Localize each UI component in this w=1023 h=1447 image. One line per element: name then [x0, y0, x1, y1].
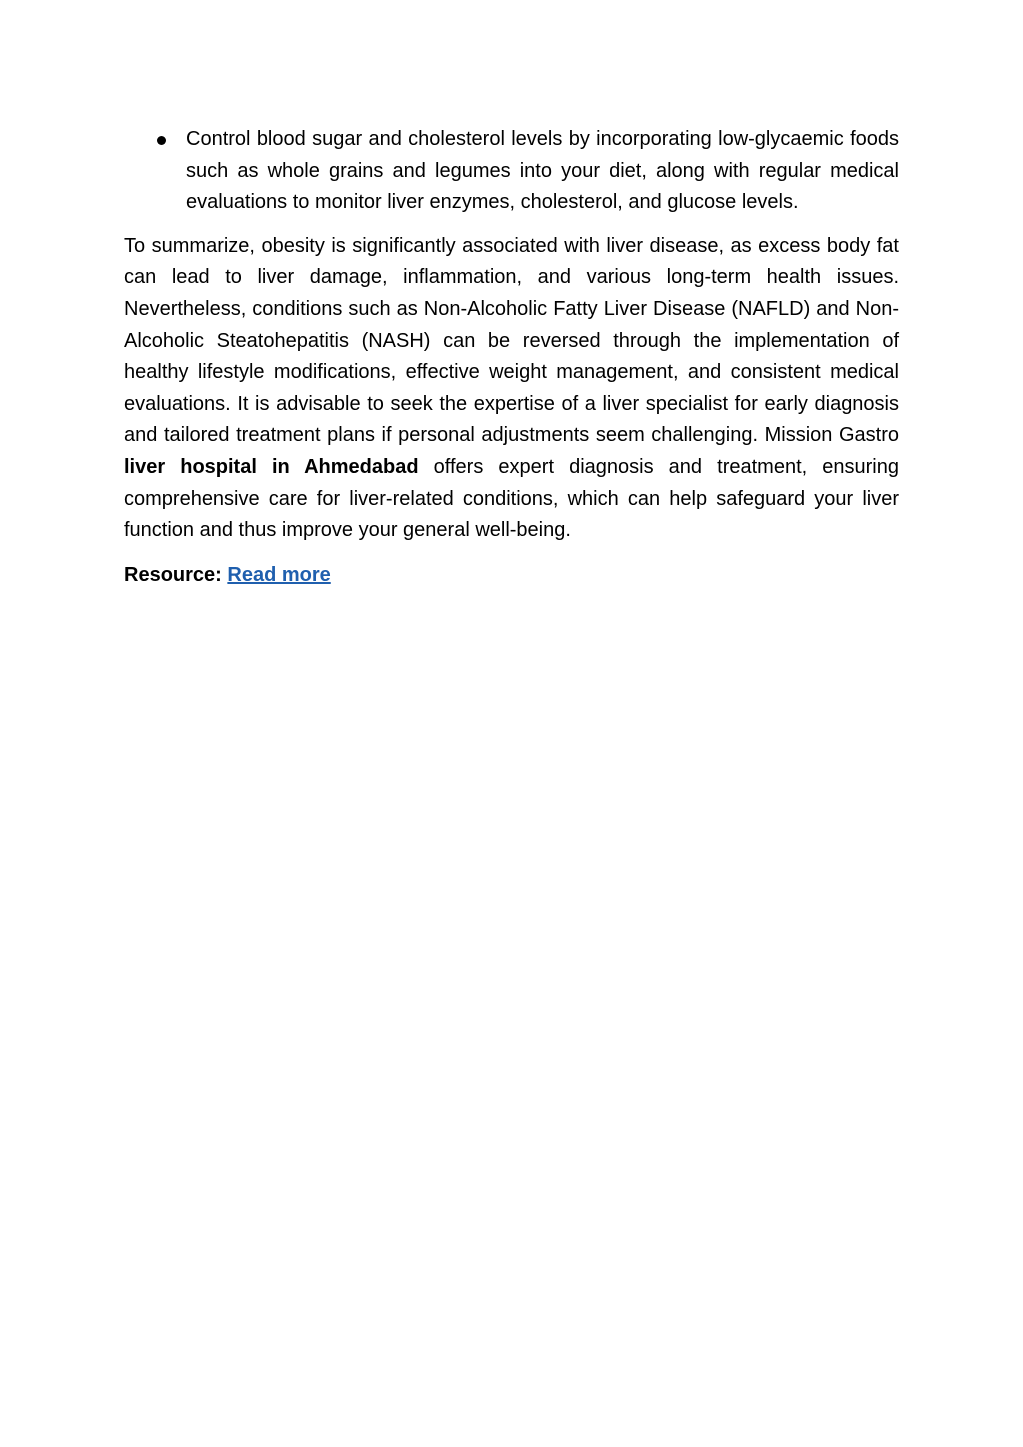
read-more-link[interactable]: Read more — [227, 563, 331, 586]
bullet-text: Control blood sugar and cholesterol levels by incorporating low-glycaemic foods such as whole grains and legumes into your diet, along with regular medical evaluations to monitor liver enzymes, cholesterol, and glucose levels. — [186, 128, 899, 214]
summary-paragraph — [124, 231, 899, 547]
resource-label: Resource: — [124, 563, 222, 586]
document-content — [124, 124, 899, 591]
summary-bold-phrase: liver hospital in Ahmedabad — [124, 455, 419, 478]
resource-line — [124, 560, 899, 592]
bullet-item — [124, 124, 899, 219]
bullet-list — [124, 124, 899, 219]
summary-text-part2: offers expert diagnosis and treatment, ensuring comprehensive care for liver-related conditions, which can help safeguard your liver function and thus improve your general well-being. — [124, 455, 899, 542]
bullet-icon — [157, 136, 166, 145]
summary-text-part1: To summarize, obesity is significantly associated with liver disease, as excess body fat can lead to liver damage, inflammation, and various long-term health issues. Nevertheless, conditions such as Non-Alcoholic Fatty Liver Disease (NAFLD) and Non-Alcoholic Steatohepatitis (NASH) can be reversed through the implementation of healthy lifestyle modifications, effective weight management, and consistent medical evaluations. It is advisable to seek the expertise of a liver specialist for early diagnosis and tailored treatment plans if personal adjustments seem challenging. Mission Gastro — [124, 234, 899, 447]
